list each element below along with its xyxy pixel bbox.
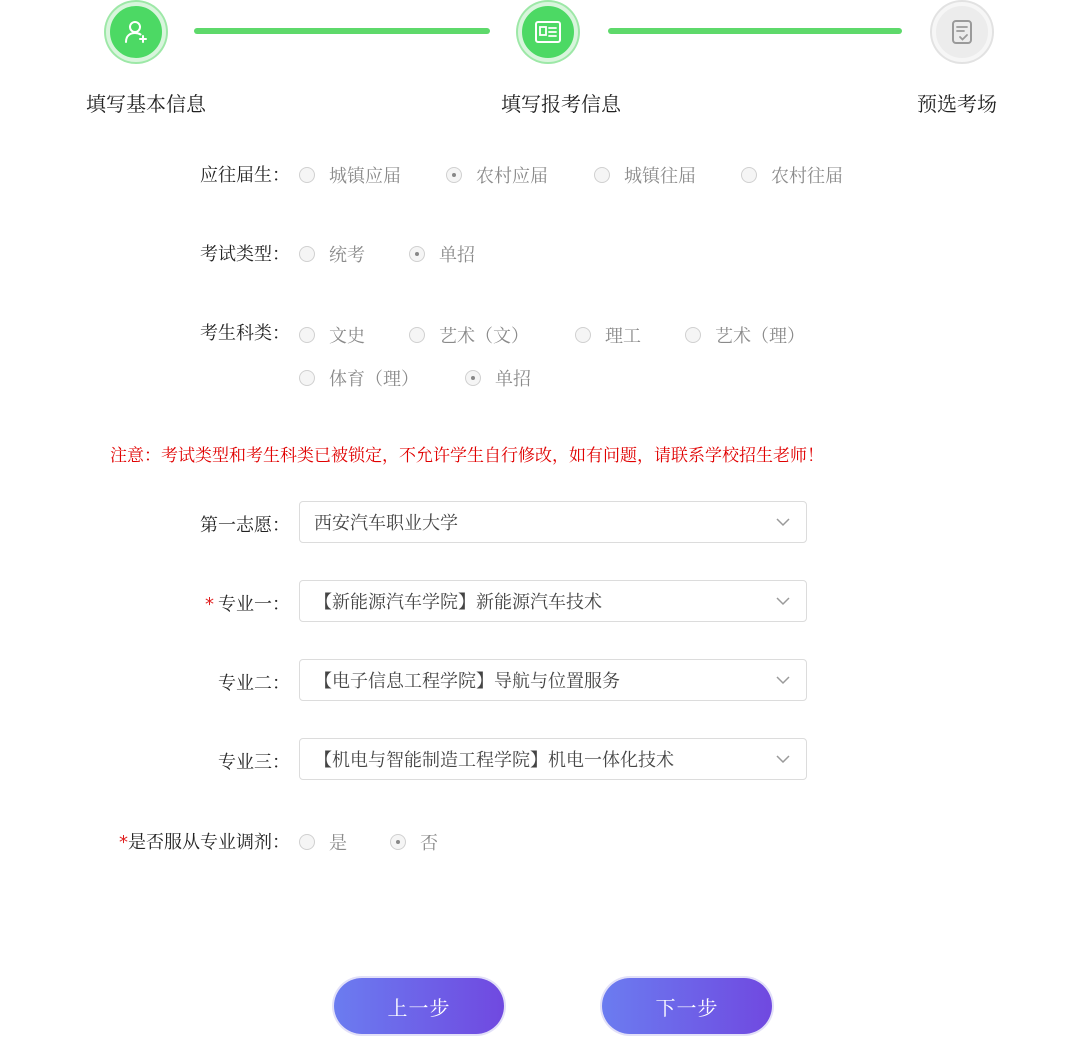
first-choice-label: 第一志愿： (200, 515, 290, 536)
user-add-icon (123, 19, 149, 45)
radio-subject-sports-science[interactable]: 体育（理） (299, 365, 419, 391)
radio-dot[interactable] (409, 246, 425, 262)
radio-dot[interactable] (575, 327, 591, 343)
radio-dot[interactable] (741, 167, 757, 183)
major-two-select[interactable] (299, 659, 807, 701)
adjustment-label: *是否服从专业调剂： (119, 832, 290, 853)
step-connector-2 (608, 28, 902, 34)
radio-subject-liberal-arts[interactable]: 文史 (299, 322, 365, 348)
radio-exam-unified[interactable]: 统考 (299, 241, 365, 267)
next-step-button[interactable]: 下一步 (602, 978, 772, 1034)
exam-type-label: 考试类型： (200, 244, 290, 265)
chevron-down-icon (776, 673, 790, 687)
chevron-down-icon (776, 752, 790, 766)
major-one-value: 【新能源汽车学院】新能源汽车技术 (314, 592, 602, 613)
radio-dot[interactable] (465, 370, 481, 386)
radio-graduate-urban-previous[interactable]: 城镇往届 (594, 162, 696, 188)
first-choice-value: 西安汽车职业大学 (314, 513, 458, 534)
radio-graduate-rural-previous[interactable]: 农村往届 (741, 162, 843, 188)
chevron-down-icon (776, 515, 790, 529)
graduate-type-label: 应往届生： (200, 165, 290, 186)
radio-subject-single[interactable]: 单招 (465, 365, 531, 391)
progress-stepper (0, 0, 1080, 130)
radio-dot[interactable] (299, 834, 315, 850)
major-three-select[interactable] (299, 738, 807, 780)
radio-dot[interactable] (685, 327, 701, 343)
step-3-label: 预选考场 (917, 92, 997, 116)
radio-dot[interactable] (446, 167, 462, 183)
radio-graduate-urban-current[interactable]: 城镇应届 (299, 162, 401, 188)
radio-dot[interactable] (594, 167, 610, 183)
major-two-label: 专业二： (218, 673, 290, 694)
previous-step-button[interactable]: 上一步 (334, 978, 504, 1034)
first-choice-select[interactable] (299, 501, 807, 543)
radio-exam-single[interactable]: 单招 (409, 241, 475, 267)
major-three-value: 【机电与智能制造工程学院】机电一体化技术 (314, 750, 674, 771)
radio-subject-art-science[interactable]: 艺术（理） (685, 322, 805, 348)
radio-dot[interactable] (409, 327, 425, 343)
radio-graduate-rural-current[interactable]: 农村应届 (446, 162, 548, 188)
document-check-icon (950, 19, 974, 45)
major-one-label: * 专业一： (205, 594, 290, 615)
radio-adjustment-yes[interactable]: 是 (299, 829, 347, 855)
major-three-label: 专业三： (218, 752, 290, 773)
radio-dot[interactable] (299, 370, 315, 386)
step-connector-1 (194, 28, 490, 34)
id-card-icon (534, 20, 562, 44)
major-two-value: 【电子信息工程学院】导航与位置服务 (314, 671, 620, 692)
step-1-label: 填写基本信息 (86, 92, 206, 116)
radio-dot[interactable] (299, 246, 315, 262)
radio-subject-science[interactable]: 理工 (575, 322, 641, 348)
radio-adjustment-no[interactable]: 否 (390, 829, 438, 855)
subject-category-label: 考生科类： (200, 323, 290, 344)
step-2-circle (518, 2, 578, 62)
chevron-down-icon (776, 594, 790, 608)
radio-dot[interactable] (390, 834, 406, 850)
locked-notice: 注意：考试类型和考生科类已被锁定，不允许学生自行修改，如有问题，请联系学校招生老师！ (110, 446, 824, 466)
required-mark: * (205, 594, 214, 615)
step-2-label: 填写报考信息 (501, 92, 621, 116)
required-mark: * (119, 832, 128, 853)
step-1-circle (106, 2, 166, 62)
radio-dot[interactable] (299, 327, 315, 343)
major-one-select[interactable] (299, 580, 807, 622)
radio-subject-art-liberal[interactable]: 艺术（文） (409, 322, 529, 348)
step-3-circle (932, 2, 992, 62)
radio-dot[interactable] (299, 167, 315, 183)
